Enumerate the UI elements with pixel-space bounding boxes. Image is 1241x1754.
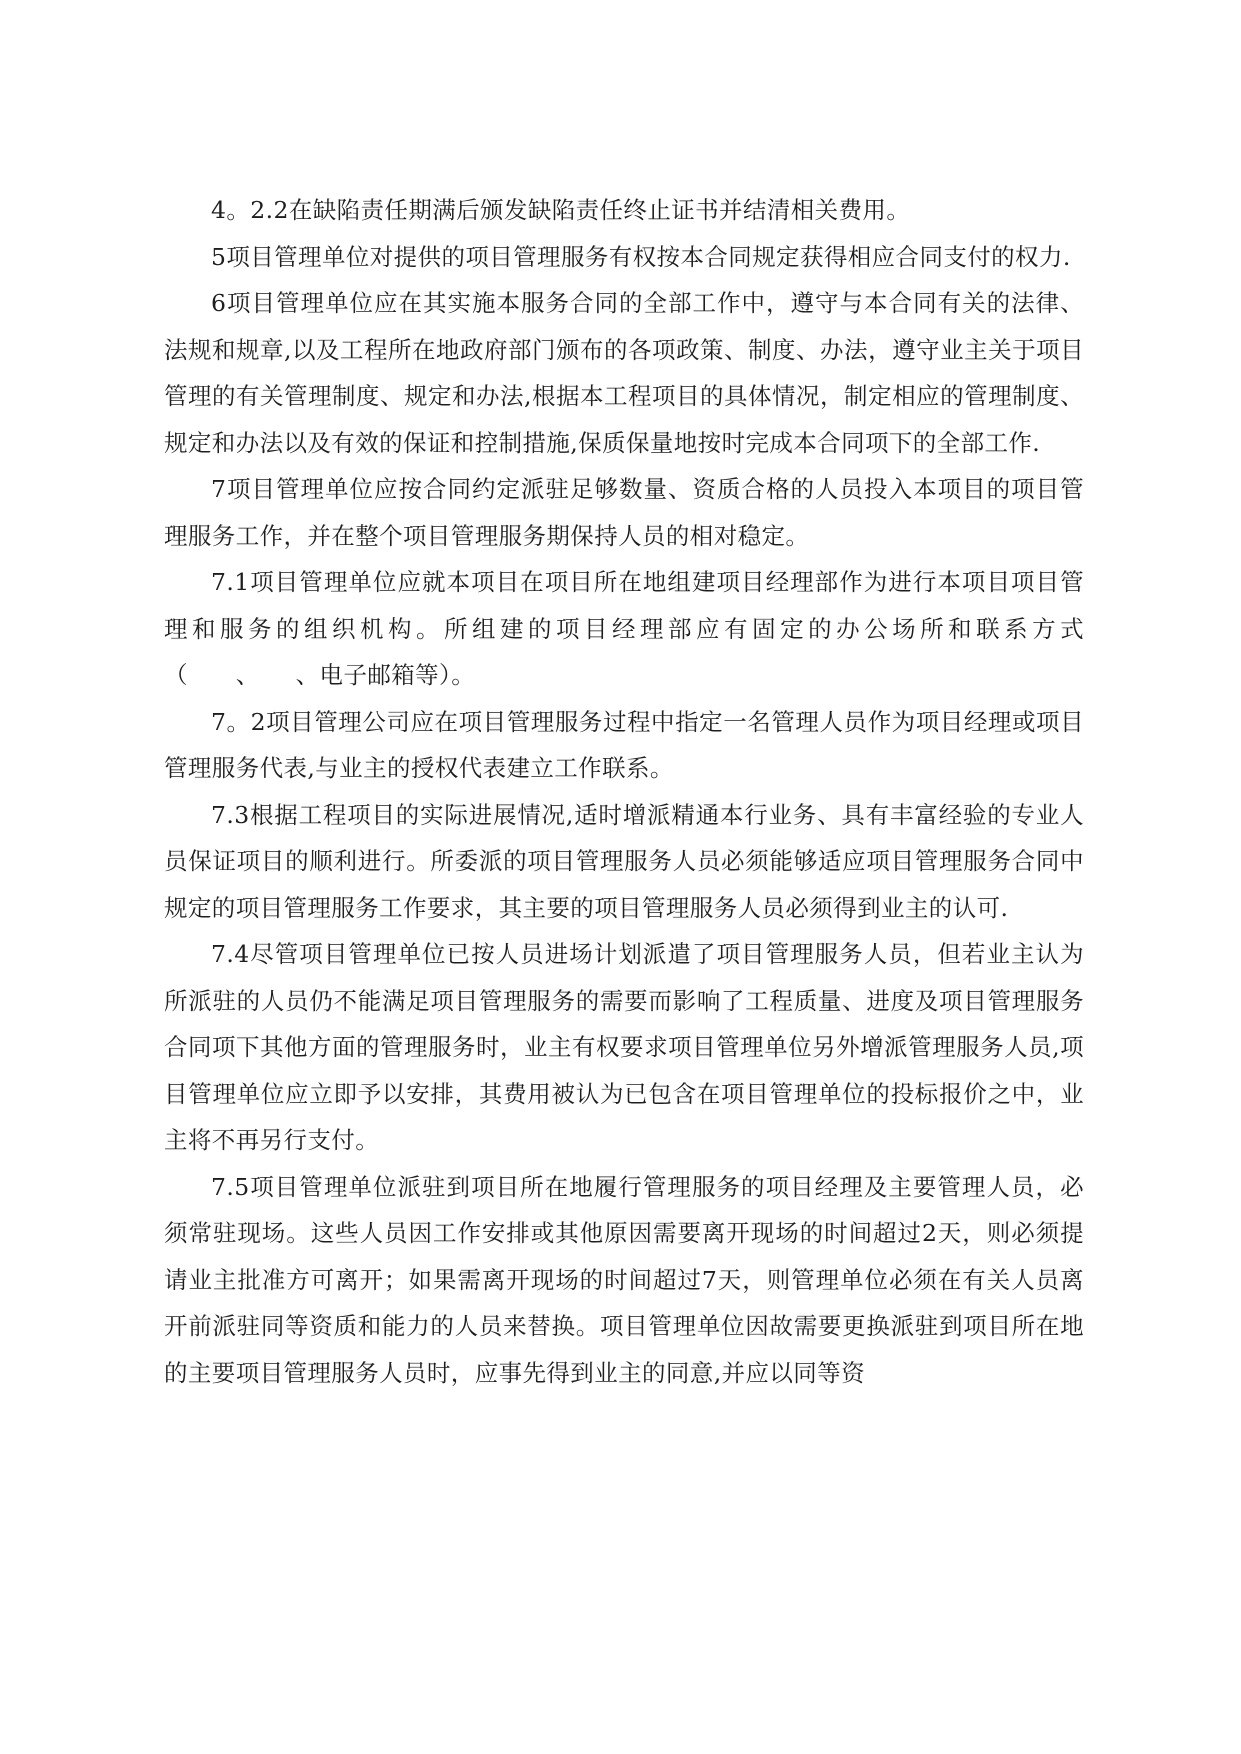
paragraph-7-3: 7.3根据工程项目的实际进展情况,适时增派精通本行业务、具有丰富经验的专业人员保证项目的顺利进行。所委派的项目管理服务人员必须能够适应项目管理服务合同中规定的项目管理服务工作要求，其主要的项目管理服务人员必须得到业主的认可.: [164, 800, 1084, 922]
paragraph-7-5: 7.5项目管理单位派驻到项目所在地履行管理服务的项目经理及主要管理人员，必须常驻现场。这些人员因工作安排或其他原因需要离开现场的时间超过2天，则必须提请业主批准方可离开；如果需离开现场的时间超过7天，则管理单位必须在有关人员离开前派驻同等资质和能力的人员来替换。项目管理单位因故需要更换派驻到项目所在地的主要项目管理服务人员时，应事先得到业主的同意,并应以同等资: [164, 1172, 1084, 1387]
paragraph-4-2-2: 4。2.2在缺陷责任期满后颁发缺陷责任终止证书并结清相关费用。: [211, 196, 911, 224]
paragraph-7-2: 7。2项目管理公司应在项目管理服务过程中指定一名管理人员作为项目经理或项目管理服务代表,与业主的授权代表建立工作联系。: [164, 707, 1084, 782]
paragraph-7-1: 7.1项目管理单位应就本项目在项目所在地组建项目经理部作为进行本项目项目管理和服务的组织机构。所组建的项目经理部应有固定的办公场所和联系方式（ 、 、电子邮箱等）。: [164, 568, 1084, 689]
paragraph-7-4: 7.4尽管项目管理单位已按人员进场计划派遣了项目管理服务人员，但若业主认为所派驻的人员仍不能满足项目管理服务的需要而影响了工程质量、进度及项目管理服务合同项下其他方面的管理服务时，业主有权要求项目管理单位另外增派管理服务人员,项目管理单位应立即予以安排，其费用被认为已包含在项目管理单位的投标报价之中，业主将不再另行支付。: [164, 940, 1084, 1154]
paragraph-6: 6项目管理单位应在其实施本服务合同的全部工作中，遵守与本合同有关的法律、法规和规章,以及工程所在地政府部门颁布的各项政策、制度、办法，遵守业主关于项目管理的有关管理制度、规定和办法,根据本工程项目的具体情况，制定相应的管理制度、规定和办法以及有效的保证和控制措施,保质保量地按时完成本合同项下的全部工作.: [164, 289, 1084, 457]
paragraph-7: 7项目管理单位应按合同约定派驻足够数量、资质合格的人员投入本项目的项目管理服务工作，并在整个项目管理服务期保持人员的相对稳定。: [164, 475, 1084, 550]
paragraph-5: 5项目管理单位对提供的项目管理服务有权按本合同规定获得相应合同支付的权力.: [211, 242, 1071, 271]
document-body: [164, 187, 1084, 1396]
